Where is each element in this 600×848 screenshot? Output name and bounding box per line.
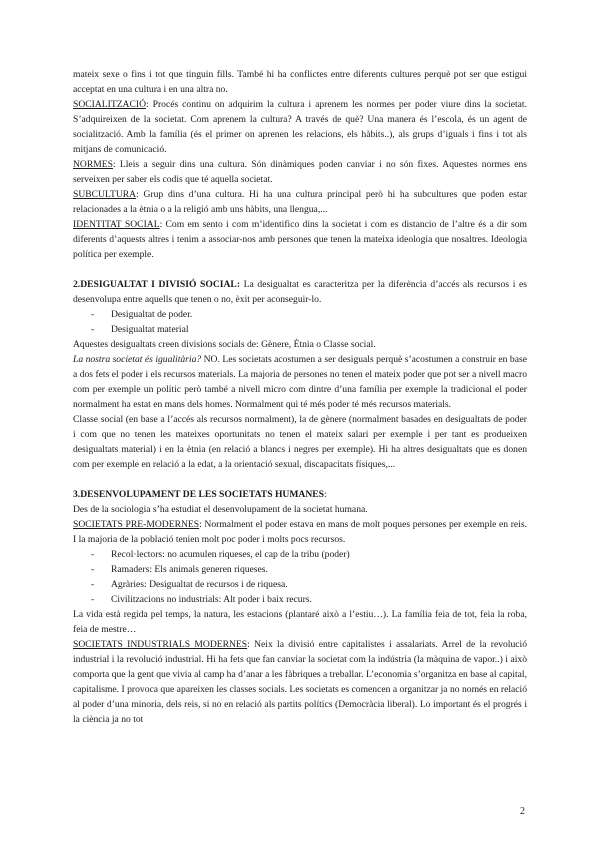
pre-modernes-list (73, 547, 527, 607)
paragraph-continuation: mateix sexe o fins i tot que tinguin fills. També hi ha conflictes entre diferents cultures perquè pot ser que estigui acceptat en una cultura i en una altra no. (73, 69, 527, 95)
definition-pre-modernes: : Normalment el poder estava en mans de molt poques persones per exemple en reis. I la majoria de la població tenien molt poc poder i molts pocs recursos. (73, 519, 527, 545)
section-2-list (73, 307, 527, 337)
section-3-intro: Des de la sociologia s’ha estudiat el desenvolupament de la societat humana. (73, 504, 368, 515)
term-socialitzacio: SOCIALITZACIÓ (73, 99, 147, 110)
section-2-text: La desigualtat es caracteritza per la diferència d’accés als recursos i es desenvolupa entre aquells que tenen o no, èxit per aconseguir-lo. (73, 279, 527, 305)
list-item: - Ramaders: Els animals generen riqueses. (91, 562, 527, 577)
section-2-intro (73, 277, 527, 307)
paragraph-industrials-modernes (73, 637, 527, 727)
definition-normes: : Lleis a seguir dins una cultura. Són dinàmiques poden canviar i no són fixes. Aquestes normes ens serveixen per saber els codis que té aquella societat. (73, 159, 527, 185)
paragraph-normes (73, 157, 527, 187)
term-industrials-modernes: SOCIETATS INDUSTRIALS MODERNES (73, 639, 248, 650)
list-item: - Desigualtat material (91, 322, 527, 337)
paragraph-vida: La vida està regida pel temps, la natura, les estacions (plantaré això a l’estiu…). La família feia de tot, feia la roba, feia de mestre… (73, 609, 527, 635)
term-subcultura: SUBCULTURA (73, 189, 137, 200)
list-item: - Desigualtat de poder. (91, 307, 527, 322)
list-item: - Recol·lectors: no acumulen riqueses, el cap de la tribu (poder) (91, 547, 527, 562)
document-page (73, 67, 527, 727)
question-text: La nostra societat és igualitària? (73, 354, 202, 365)
term-identitat-social: IDENTITAT SOCIAL (73, 219, 160, 230)
term-normes: NORMES (73, 159, 113, 170)
definition-socialitzacio: : Procés continu on adquirim la cultura i aprenem les normes per poder viure dins la societat. S’adquireixen de la societat. Com aprenem la cultura? A través de què? Una manera és l’escola, és un agent de socialització. Amb la família (és el primer on aprenen les relacions, els hàbits..), als grups d’iguals i fins i tot als mitjans de comunicació. (73, 99, 527, 155)
page-number: 2 (520, 806, 525, 817)
spacer (73, 262, 527, 277)
list-item: - Civilitzacions no industrials: Alt poder i baix recurs. (91, 592, 527, 607)
paragraph-socialitzacio (73, 97, 527, 157)
paragraph-pre-modernes (73, 517, 527, 547)
definition-subcultura: : Grup dins d’una cultura. Hi ha una cultura principal però hi ha subcultures que poden estar relacionades a la ètnia o a la religió amb uns hàbits, una llengua,... (73, 189, 527, 215)
paragraph-subcultura (73, 187, 527, 217)
section-3-title (73, 487, 527, 502)
paragraph-question (73, 352, 527, 412)
question-answer: NO. Les societats acostumen a ser desiguals perquè s’acostumen a construir en base a dos fets el poder i els recursos materials. La majoria de persones no tenen el mateix poder que pot ser a nivell macro com per exemple un polític però també a nivell micro com dintre d’una família per exemple la tradicional el poder normalment ha estat en mans dels homes. Normalment qui té més poder té més recursos materials. (73, 354, 527, 410)
definition-identitat-social: : Com em sento i com m’identifico dins la societat i com es distancio de l’altre és a dir som diferents d’aquests altres i tenim a associar-nos amb persones que tenen la mateixa ideologia que nosaltres. Ideologia política per exemple. (73, 219, 528, 260)
paragraph-desigualtats: Aquestes desigualtats creen divisions socials de: Gènere, Ètnia o Classe social. (73, 339, 376, 350)
paragraph-classe-social: Classe social (en base a l’accés als recursos normalment), la de gènere (normalment basades en desigualtats de poder i com que no tenen les mateixes oportunitats no tenen el mateix salari per exemple i per tant es produeixen desigualtats material) i en la ètnia (en relació a blancs i negres per exemple). Hi ha altres desigualtats que es donen com per exemple en relació a la edat, a la orientació sexual, discapacitats físiques,... (73, 414, 527, 470)
section-2-heading: 2.DESIGUALTAT I DIVISIÓ SOCIAL: (73, 279, 241, 290)
spacer (73, 472, 527, 487)
term-pre-modernes: SOCIETATS PRE-MODERNES (73, 519, 200, 530)
definition-industrials-modernes: : Neix la divisió entre capitalistes i assalariats. Arrel de la revolució industrial i la revolució industrial. Hi ha fets que fan canviar la societat com la indústria (la màquina de vapor..) i això comporta que la gent que vivia al camp ha d’anar a les fàbriques a treballar. L’economia s’organitza en base al capital, capitalisme. I provoca que apareixen les classes socials. Les societats es comencen a organitzar ja no només en relació al poder d’una minoria, dels reis, si no en relació als partits polítics (Democràcia liberal). Lo important és el progrés i la ciència ja no tot (73, 639, 527, 725)
section-3-colon: : (323, 489, 327, 500)
section-3-heading: 3.DESENVOLUPAMENT DE LES SOCIETATS HUMANES (73, 489, 324, 500)
list-item: - Agràries: Desigualtat de recursos i de riquesa. (91, 577, 527, 592)
paragraph-identitat (73, 217, 527, 262)
